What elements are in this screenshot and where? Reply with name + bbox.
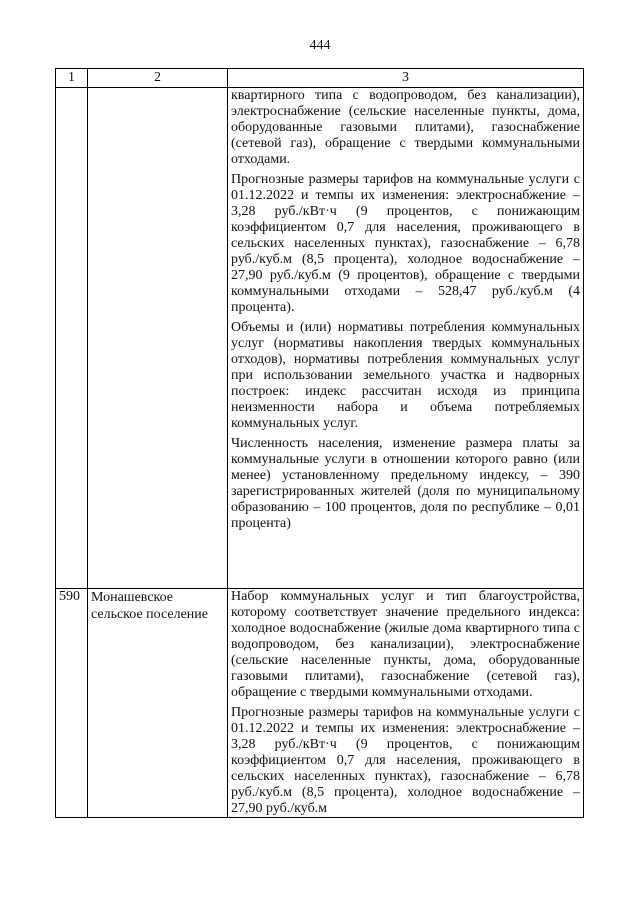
table-header-row (56, 69, 584, 88)
municipality-name-cell: Монашевское сельское поселение (88, 589, 228, 818)
services-set-paragraph: квартирного типа с водопроводом, без канализации), электроснабжение (сельские населенные пункты, дома, оборудованные газовыми плитами), газоснабжение (сетевой газ), обращение с твердыми коммунальными отходами. (231, 88, 580, 167)
description-cell (228, 589, 584, 818)
services-set-paragraph: Набор коммунальных услуг и тип благоустройства, которому соответствует значение предельного индекса: холодное водоснабжение (жилые дома квартирного типа с водопроводом, без канализации), электроснабжение (сельские населенные пункты, дома, оборудованные газовыми плитами), газоснабжение (сетевой газ), обращение с твердыми коммунальными отходами. (231, 589, 580, 700)
row-number-cell: 590 (56, 589, 88, 818)
population-paragraph: Численность населения, изменение размера платы за коммунальные услуги в отношении которого равно (или менее) установленному предельному индексу, – 390 зарегистрированных жителей (доля по муниципальному образованию – 100 процентов, доля по республике – 0,01 процента) (231, 436, 580, 531)
consumption-norms-paragraph: Объемы и (или) нормативы потребления коммунальных услуг (нормативы накопления твердых коммунальных отходов), нормативы потребления коммунальных услуг при использовании земельного участка и надворных построек: индекс рассчитан исходя из принципа неизменности набора и объема потребляемых коммунальных услуг. (231, 320, 580, 431)
row-number-cell (56, 88, 88, 589)
column-header-2: 2 (88, 69, 228, 88)
municipality-name-cell (88, 88, 228, 589)
table-row-continued (56, 88, 584, 589)
tariff-forecast-paragraph: Прогнозные размеры тарифов на коммунальные услуги с 01.12.2022 и темпы их изменения: электроснабжение – 3,28 руб./кВт·ч (9 процентов, с понижающим коэффициентом 0,7 для населения, проживающего в сельских населенных пунктах), газоснабжение – 6,78 руб./куб.м (8,5 процента), холодное водоснабжение – 27,90 руб./куб.м (231, 705, 580, 816)
description-cell (228, 88, 584, 589)
table-row-590 (56, 589, 584, 818)
column-header-1: 1 (56, 69, 88, 88)
tariff-forecast-paragraph: Прогнозные размеры тарифов на коммунальные услуги с 01.12.2022 и темпы их изменения: электроснабжение – 3,28 руб./кВт·ч (9 процентов, с понижающим коэффициентом 0,7 для населения, проживающего в сельских населенных пунктах), газоснабжение – 6,78 руб./куб.м (8,5 процента), холодное водоснабжение – 27,90 руб./куб.м (9 процентов), обращение с твердыми коммунальными отходами – 528,47 руб./куб.м (4 процента). (231, 172, 580, 315)
page-number: 444 (309, 38, 331, 53)
column-header-3: 3 (228, 69, 584, 88)
tariff-table (55, 68, 584, 818)
